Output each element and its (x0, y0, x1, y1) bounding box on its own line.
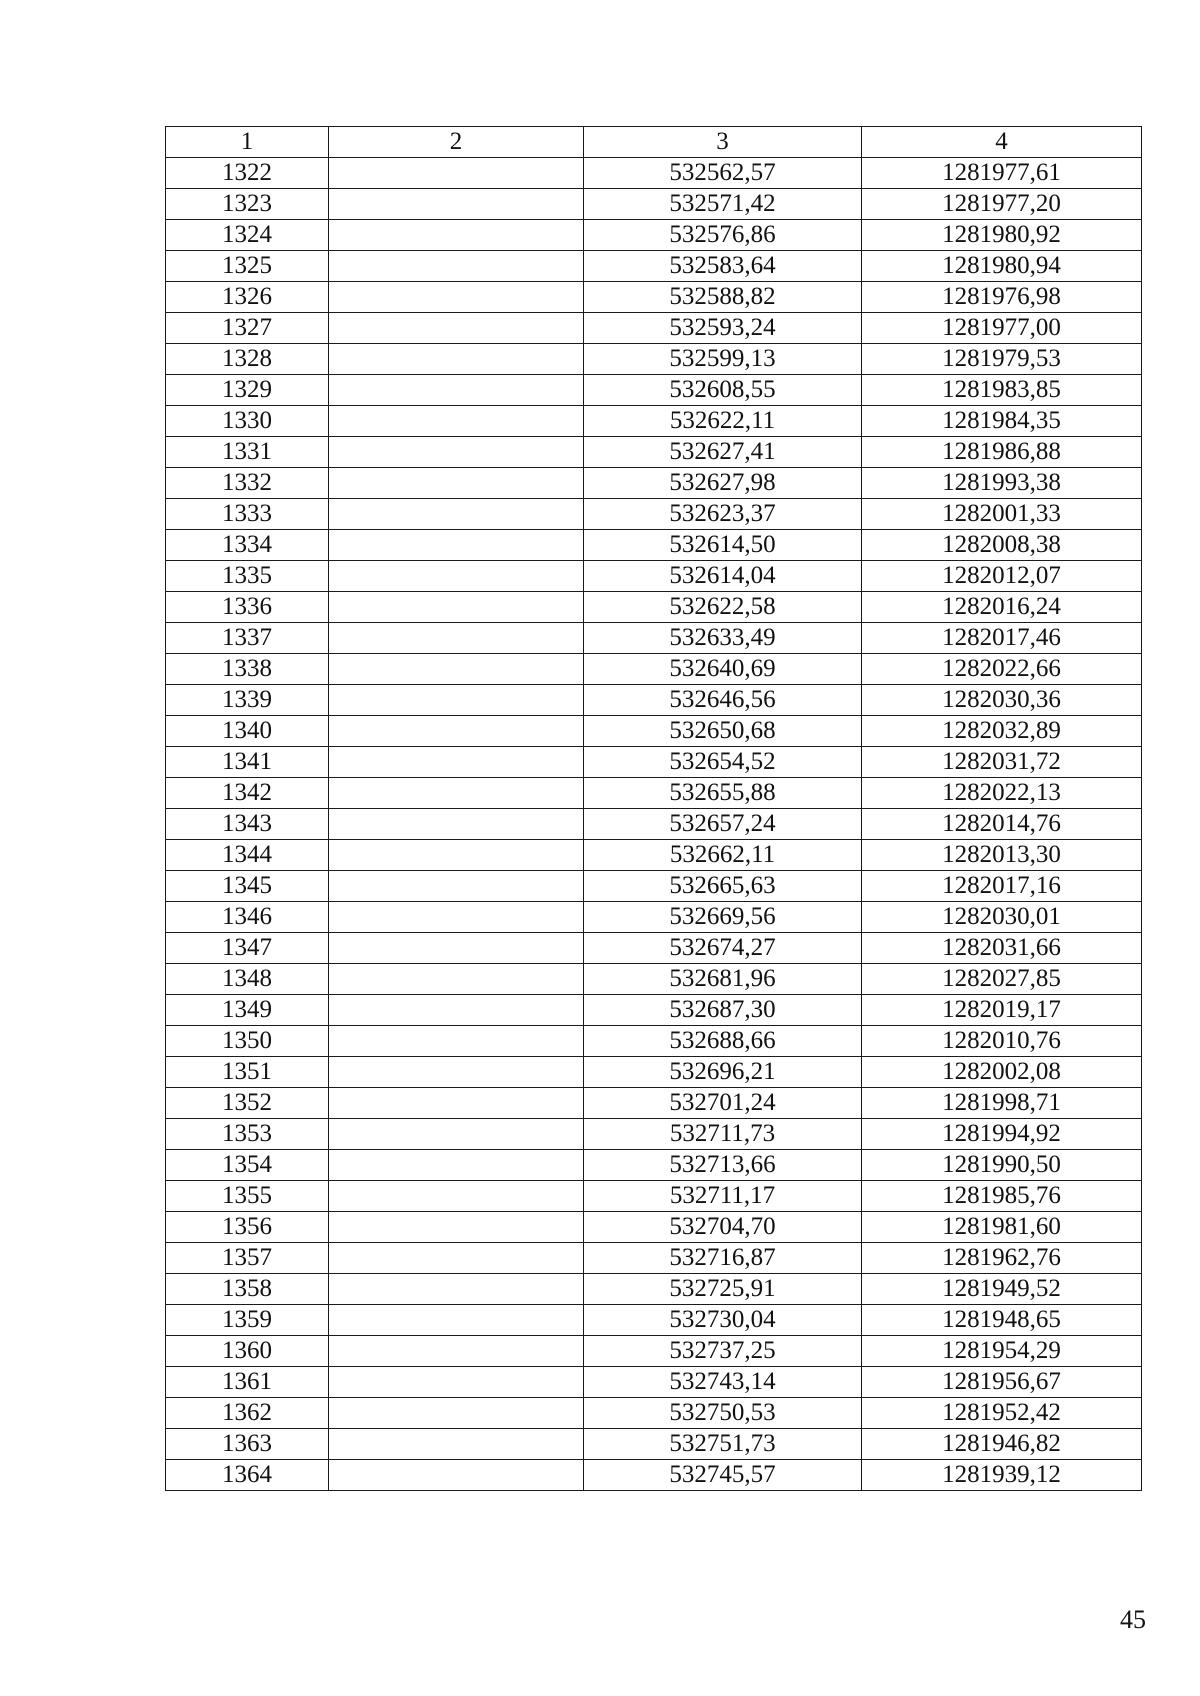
x-coordinate-cell: 532725,91 (584, 1274, 862, 1305)
y-coordinate-cell: 1281986,88 (862, 437, 1142, 468)
table-row (166, 468, 1142, 499)
description-cell (329, 933, 584, 964)
table-row (166, 778, 1142, 809)
point-number-cell: 1338 (166, 654, 329, 685)
x-coordinate-cell: 532571,42 (584, 189, 862, 220)
description-cell (329, 561, 584, 592)
x-coordinate-cell: 532654,52 (584, 747, 862, 778)
x-coordinate-cell: 532687,30 (584, 995, 862, 1026)
description-cell (329, 902, 584, 933)
point-number-cell: 1335 (166, 561, 329, 592)
x-coordinate-cell: 532750,53 (584, 1398, 862, 1429)
y-coordinate-cell: 1282001,33 (862, 499, 1142, 530)
table-row (166, 902, 1142, 933)
description-cell (329, 530, 584, 561)
x-coordinate-cell: 532593,24 (584, 313, 862, 344)
table-row (166, 499, 1142, 530)
x-coordinate-cell: 532588,82 (584, 282, 862, 313)
point-number-cell: 1333 (166, 499, 329, 530)
x-coordinate-cell: 532614,50 (584, 530, 862, 561)
y-coordinate-cell: 1282022,66 (862, 654, 1142, 685)
point-number-cell: 1334 (166, 530, 329, 561)
table-row (166, 1429, 1142, 1460)
y-coordinate-cell: 1281948,65 (862, 1305, 1142, 1336)
y-coordinate-cell: 1281946,82 (862, 1429, 1142, 1460)
x-coordinate-cell: 532646,56 (584, 685, 862, 716)
table-row (166, 840, 1142, 871)
x-coordinate-cell: 532662,11 (584, 840, 862, 871)
table-row (166, 623, 1142, 654)
description-cell (329, 685, 584, 716)
point-number-cell: 1354 (166, 1150, 329, 1181)
y-coordinate-cell: 1282013,30 (862, 840, 1142, 871)
point-number-cell: 1322 (166, 158, 329, 189)
table-row (166, 375, 1142, 406)
description-cell (329, 1398, 584, 1429)
point-number-cell: 1329 (166, 375, 329, 406)
table-row (166, 313, 1142, 344)
y-coordinate-cell: 1282008,38 (862, 530, 1142, 561)
y-coordinate-cell: 1281993,38 (862, 468, 1142, 499)
y-coordinate-cell: 1282027,85 (862, 964, 1142, 995)
description-cell (329, 468, 584, 499)
x-coordinate-cell: 532674,27 (584, 933, 862, 964)
y-coordinate-cell: 1282012,07 (862, 561, 1142, 592)
y-coordinate-cell: 1281977,00 (862, 313, 1142, 344)
description-cell (329, 654, 584, 685)
point-number-cell: 1342 (166, 778, 329, 809)
table-row (166, 1181, 1142, 1212)
x-coordinate-cell: 532655,88 (584, 778, 862, 809)
table-row (166, 1398, 1142, 1429)
x-coordinate-cell: 532701,24 (584, 1088, 862, 1119)
y-coordinate-cell: 1281980,94 (862, 251, 1142, 282)
y-coordinate-cell: 1282017,16 (862, 871, 1142, 902)
table-row (166, 1026, 1142, 1057)
point-number-cell: 1360 (166, 1336, 329, 1367)
table-row (166, 592, 1142, 623)
point-number-cell: 1350 (166, 1026, 329, 1057)
table-row (166, 654, 1142, 685)
description-cell (329, 1119, 584, 1150)
column-header-1: 1 (166, 127, 329, 158)
description-cell (329, 1088, 584, 1119)
table-row (166, 158, 1142, 189)
point-number-cell: 1362 (166, 1398, 329, 1429)
table-row (166, 685, 1142, 716)
y-coordinate-cell: 1281952,42 (862, 1398, 1142, 1429)
description-cell (329, 1212, 584, 1243)
x-coordinate-cell: 532614,04 (584, 561, 862, 592)
point-number-cell: 1341 (166, 747, 329, 778)
y-coordinate-cell: 1281956,67 (862, 1367, 1142, 1398)
description-cell (329, 809, 584, 840)
table-row (166, 1212, 1142, 1243)
x-coordinate-cell: 532681,96 (584, 964, 862, 995)
x-coordinate-cell: 532583,64 (584, 251, 862, 282)
table-row (166, 747, 1142, 778)
x-coordinate-cell: 532665,63 (584, 871, 862, 902)
description-cell (329, 158, 584, 189)
point-number-cell: 1364 (166, 1460, 329, 1491)
y-coordinate-cell: 1282030,01 (862, 902, 1142, 933)
y-coordinate-cell: 1282022,13 (862, 778, 1142, 809)
x-coordinate-cell: 532745,57 (584, 1460, 862, 1491)
x-coordinate-cell: 532599,13 (584, 344, 862, 375)
y-coordinate-cell: 1282014,76 (862, 809, 1142, 840)
x-coordinate-cell: 532576,86 (584, 220, 862, 251)
x-coordinate-cell: 532562,57 (584, 158, 862, 189)
point-number-cell: 1326 (166, 282, 329, 313)
column-header-2: 2 (329, 127, 584, 158)
description-cell (329, 1460, 584, 1491)
point-number-cell: 1331 (166, 437, 329, 468)
table-row (166, 1460, 1142, 1491)
table-row (166, 1057, 1142, 1088)
column-header-3: 3 (584, 127, 862, 158)
point-number-cell: 1339 (166, 685, 329, 716)
page-number: 45 (1120, 1605, 1146, 1634)
description-cell (329, 964, 584, 995)
x-coordinate-cell: 532716,87 (584, 1243, 862, 1274)
description-cell (329, 716, 584, 747)
point-number-cell: 1330 (166, 406, 329, 437)
x-coordinate-cell: 532688,66 (584, 1026, 862, 1057)
point-number-cell: 1347 (166, 933, 329, 964)
y-coordinate-cell: 1281990,50 (862, 1150, 1142, 1181)
table-row (166, 716, 1142, 747)
description-cell (329, 499, 584, 530)
point-number-cell: 1325 (166, 251, 329, 282)
x-coordinate-cell: 532622,58 (584, 592, 862, 623)
description-cell (329, 840, 584, 871)
description-cell (329, 1243, 584, 1274)
table-row (166, 995, 1142, 1026)
point-number-cell: 1358 (166, 1274, 329, 1305)
y-coordinate-cell: 1281939,12 (862, 1460, 1142, 1491)
y-coordinate-cell: 1281984,35 (862, 406, 1142, 437)
y-coordinate-cell: 1282002,08 (862, 1057, 1142, 1088)
y-coordinate-cell: 1281954,29 (862, 1336, 1142, 1367)
x-coordinate-cell: 532608,55 (584, 375, 862, 406)
point-number-cell: 1343 (166, 809, 329, 840)
description-cell (329, 778, 584, 809)
description-cell (329, 871, 584, 902)
table-row (166, 1336, 1142, 1367)
x-coordinate-cell: 532627,98 (584, 468, 862, 499)
x-coordinate-cell: 532640,69 (584, 654, 862, 685)
table-row (166, 871, 1142, 902)
table-row (166, 406, 1142, 437)
description-cell (329, 1026, 584, 1057)
point-number-cell: 1357 (166, 1243, 329, 1274)
y-coordinate-cell: 1282030,36 (862, 685, 1142, 716)
point-number-cell: 1344 (166, 840, 329, 871)
table-row (166, 220, 1142, 251)
y-coordinate-cell: 1282017,46 (862, 623, 1142, 654)
description-cell (329, 623, 584, 654)
description-cell (329, 189, 584, 220)
description-cell (329, 1305, 584, 1336)
table-row (166, 437, 1142, 468)
table-row (166, 1243, 1142, 1274)
point-number-cell: 1361 (166, 1367, 329, 1398)
point-number-cell: 1345 (166, 871, 329, 902)
table-row (166, 1305, 1142, 1336)
x-coordinate-cell: 532711,73 (584, 1119, 862, 1150)
y-coordinate-cell: 1281962,76 (862, 1243, 1142, 1274)
description-cell (329, 313, 584, 344)
table-row (166, 1367, 1142, 1398)
table-row (166, 530, 1142, 561)
description-cell (329, 375, 584, 406)
table-row (166, 1119, 1142, 1150)
y-coordinate-cell: 1282031,66 (862, 933, 1142, 964)
x-coordinate-cell: 532657,24 (584, 809, 862, 840)
description-cell (329, 1336, 584, 1367)
table-row (166, 344, 1142, 375)
x-coordinate-cell: 532650,68 (584, 716, 862, 747)
y-coordinate-cell: 1281981,60 (862, 1212, 1142, 1243)
point-number-cell: 1349 (166, 995, 329, 1026)
x-coordinate-cell: 532751,73 (584, 1429, 862, 1460)
table-row (166, 964, 1142, 995)
x-coordinate-cell: 532633,49 (584, 623, 862, 654)
description-cell (329, 437, 584, 468)
y-coordinate-cell: 1281994,92 (862, 1119, 1142, 1150)
point-number-cell: 1324 (166, 220, 329, 251)
y-coordinate-cell: 1281976,98 (862, 282, 1142, 313)
column-header-4: 4 (862, 127, 1142, 158)
point-number-cell: 1340 (166, 716, 329, 747)
point-number-cell: 1351 (166, 1057, 329, 1088)
table-row (166, 1274, 1142, 1305)
y-coordinate-cell: 1281979,53 (862, 344, 1142, 375)
description-cell (329, 1181, 584, 1212)
description-cell (329, 406, 584, 437)
table-row (166, 561, 1142, 592)
point-number-cell: 1352 (166, 1088, 329, 1119)
y-coordinate-cell: 1281977,20 (862, 189, 1142, 220)
x-coordinate-cell: 532743,14 (584, 1367, 862, 1398)
x-coordinate-cell: 532669,56 (584, 902, 862, 933)
point-number-cell: 1356 (166, 1212, 329, 1243)
table-row (166, 282, 1142, 313)
coordinates-table (165, 126, 1142, 1491)
header-row (166, 127, 1142, 158)
description-cell (329, 220, 584, 251)
table-row (166, 809, 1142, 840)
y-coordinate-cell: 1282032,89 (862, 716, 1142, 747)
y-coordinate-cell: 1281977,61 (862, 158, 1142, 189)
table-row (166, 1088, 1142, 1119)
y-coordinate-cell: 1282016,24 (862, 592, 1142, 623)
point-number-cell: 1323 (166, 189, 329, 220)
description-cell (329, 592, 584, 623)
description-cell (329, 282, 584, 313)
description-cell (329, 1057, 584, 1088)
y-coordinate-cell: 1281998,71 (862, 1088, 1142, 1119)
point-number-cell: 1336 (166, 592, 329, 623)
description-cell (329, 1367, 584, 1398)
table-row (166, 933, 1142, 964)
x-coordinate-cell: 532622,11 (584, 406, 862, 437)
point-number-cell: 1346 (166, 902, 329, 933)
y-coordinate-cell: 1282019,17 (862, 995, 1142, 1026)
y-coordinate-cell: 1281949,52 (862, 1274, 1142, 1305)
x-coordinate-cell: 532696,21 (584, 1057, 862, 1088)
description-cell (329, 251, 584, 282)
point-number-cell: 1332 (166, 468, 329, 499)
x-coordinate-cell: 532713,66 (584, 1150, 862, 1181)
x-coordinate-cell: 532627,41 (584, 437, 862, 468)
description-cell (329, 344, 584, 375)
table-row (166, 1150, 1142, 1181)
y-coordinate-cell: 1281983,85 (862, 375, 1142, 406)
description-cell (329, 1429, 584, 1460)
table-row (166, 251, 1142, 282)
point-number-cell: 1348 (166, 964, 329, 995)
x-coordinate-cell: 532737,25 (584, 1336, 862, 1367)
x-coordinate-cell: 532711,17 (584, 1181, 862, 1212)
y-coordinate-cell: 1282010,76 (862, 1026, 1142, 1057)
point-number-cell: 1327 (166, 313, 329, 344)
description-cell (329, 995, 584, 1026)
description-cell (329, 1150, 584, 1181)
description-cell (329, 1274, 584, 1305)
table-body (166, 158, 1142, 1491)
point-number-cell: 1328 (166, 344, 329, 375)
point-number-cell: 1353 (166, 1119, 329, 1150)
y-coordinate-cell: 1281985,76 (862, 1181, 1142, 1212)
x-coordinate-cell: 532730,04 (584, 1305, 862, 1336)
point-number-cell: 1337 (166, 623, 329, 654)
y-coordinate-cell: 1281980,92 (862, 220, 1142, 251)
description-cell (329, 747, 584, 778)
point-number-cell: 1359 (166, 1305, 329, 1336)
table-header (166, 127, 1142, 158)
point-number-cell: 1363 (166, 1429, 329, 1460)
x-coordinate-cell: 532704,70 (584, 1212, 862, 1243)
y-coordinate-cell: 1282031,72 (862, 747, 1142, 778)
x-coordinate-cell: 532623,37 (584, 499, 862, 530)
table-row (166, 189, 1142, 220)
point-number-cell: 1355 (166, 1181, 329, 1212)
